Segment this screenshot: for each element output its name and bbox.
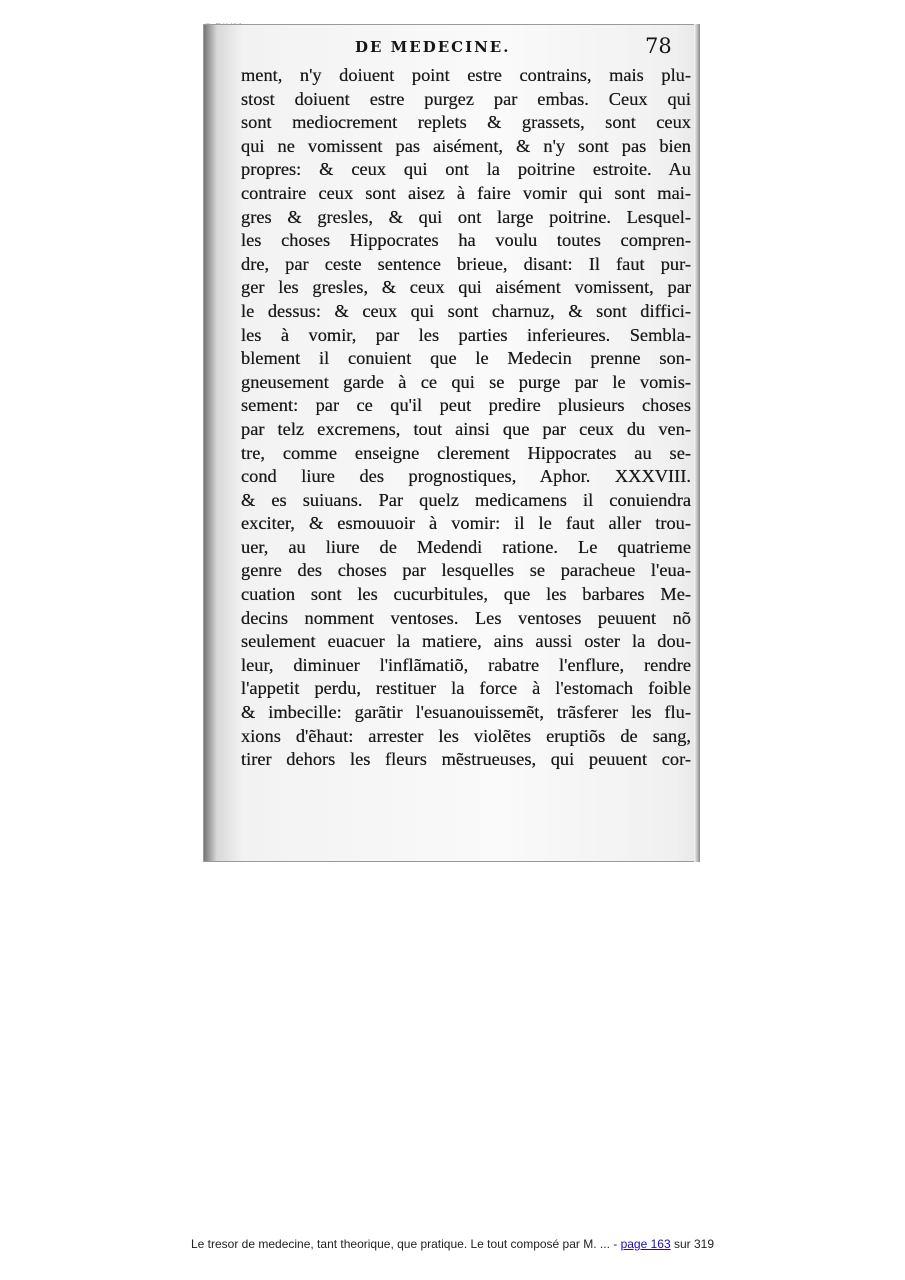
text-line: l'appetit perdu, restituer la force à l'estomach foible: [241, 678, 691, 699]
text-line: gres & gresles, & qui ont large poitrine. Lesquel-: [241, 206, 691, 227]
text-line: ment, n'y doiuent point estre contrains, mais plu-: [241, 65, 691, 85]
text-line: propres: & ceux qui ont la poitrine estroite. Au: [241, 159, 691, 180]
text-line: sont mediocrement replets & grassets, sont ceux: [241, 112, 691, 133]
text-line: cond liure des prognostiques, Aphor. XXXVIII.: [241, 466, 691, 487]
text-line: uer, au liure de Medendi ratione. Le quatrieme: [241, 536, 691, 557]
text-line: blement il conuient que le Medecin prenne son-: [241, 348, 691, 369]
text-line: le dessus: & ceux qui sont charnuz, & sont diffici-: [241, 300, 691, 321]
text-line: sement: par ce qu'il peut predire plusieurs choses: [241, 395, 691, 416]
text-line: contraire ceux sont aisez à faire vomir qui sont mai-: [241, 182, 691, 203]
text-line: les à vomir, par les parties inferieures. Sembla-: [241, 324, 691, 345]
text-line: tirer dehors les fleurs mẽstrueuses, qui peuuent cor-: [241, 749, 691, 770]
text-line: & imbecille: garãtir l'esuanouissemẽt, trãsferer les flu-: [241, 702, 691, 723]
text-line: stost doiuent estre purgez par embas. Ceux qui: [241, 88, 691, 109]
text-line: ger les gresles, & ceux qui aisément vomissent, par: [241, 277, 691, 298]
text-line: leur, diminuer l'inflãmatiõ, rabatre l'enflure, rendre: [241, 654, 691, 675]
text-line: qui ne vomissent pas aisément, & n'y sont pas bien: [241, 135, 691, 156]
footer-total: sur 319: [673, 1237, 715, 1251]
text-line: xions d'ẽhaut: arrester les violẽtes eruptiõs de sang,: [241, 725, 691, 746]
text-line: cuation sont les cucurbitules, que les barbares Me-: [241, 584, 691, 605]
text-line: exciter, & esmouuoir à vomir: il le faut aller trou-: [241, 513, 691, 534]
text-line: gneusement garde à ce qui se purge par le vomis-: [241, 371, 691, 392]
text-line: decins nomment ventoses. Les ventoses peuuent nõ: [241, 607, 691, 628]
page-number: 78: [645, 34, 672, 58]
footer-title: Le tresor de medecine, tant theorique, que pratique. Le tout composé par M. ... -: [190, 1237, 618, 1251]
footer-caption: [0, 1237, 905, 1251]
text-line: seulement euacuer la matiere, ains aussi oster la dou-: [241, 631, 691, 652]
scanned-page: [203, 24, 700, 862]
text-line: dre, par ceste sentence brieue, disant: Il faut pur-: [241, 253, 691, 274]
page-link[interactable]: page 163: [620, 1237, 671, 1251]
text-line: par telz excremens, tout ainsi que par ceux du ven-: [241, 418, 691, 439]
text-line: tre, comme enseigne clerement Hippocrates au se-: [241, 442, 691, 463]
text-line: les choses Hippocrates ha voulu toutes compren-: [241, 230, 691, 251]
page-text: [241, 64, 691, 772]
text-line: genre des choses par lesquelles se paracheue l'eua-: [241, 560, 691, 581]
text-line: & es suiuans. Par quelz medicamens il conuiendra: [241, 489, 691, 510]
running-head: DE MEDECINE.: [355, 38, 511, 56]
